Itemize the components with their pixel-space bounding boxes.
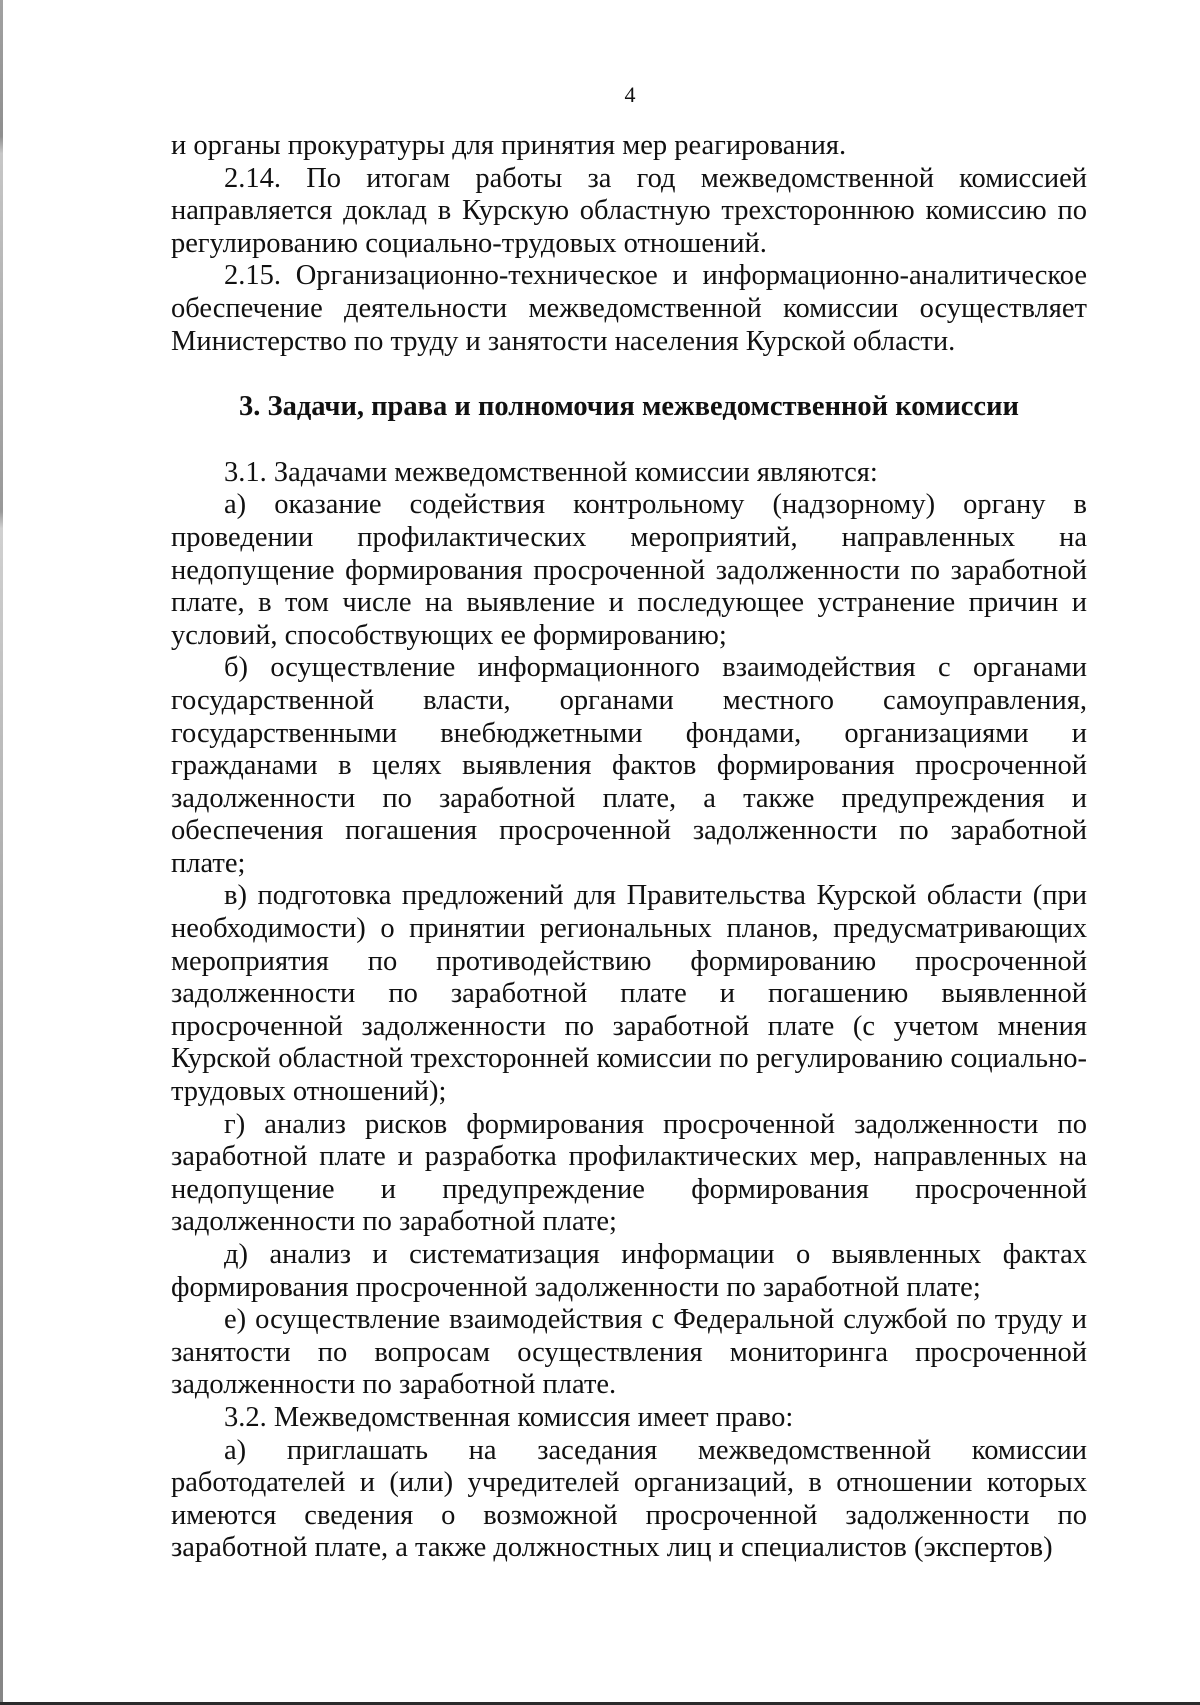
paragraph-3-1-e: е) осуществление взаимодействия с Федеральной службой по труду и занятости по вопросам осуществления мониторинга просроченной задолженности по заработной плате. — [171, 1304, 1087, 1401]
scan-edge-left — [0, 0, 3, 1705]
paragraph-3-2: 3.2. Межведомственная комиссия имеет право: — [224, 1401, 794, 1433]
section-heading: 3. Задачи, права и полномочия межведомственной комиссии — [239, 391, 1019, 423]
paragraph-2-15: 2.15. Организационно-техническое и информационно-аналитическое обеспечение деятельности межведомственной комиссии осуществляет Министерство по труду и занятости населения Курской области. — [171, 260, 1087, 357]
paragraph-3-1-d: д) анализ и систематизация информации о выявленных фактах формирования просроченной задолженности по заработной плате; — [171, 1239, 1087, 1303]
paragraph-continuation: и органы прокуратуры для принятия мер реагирования. — [171, 130, 847, 161]
page-number: 4 — [624, 82, 636, 107]
paragraph-3-1: 3.1. Задачами межведомственной комиссии являются: — [224, 456, 878, 488]
paragraph-3-1-v: в) подготовка предложений для Правительства Курской области (при необходимости) о принятии региональных планов, предусматривающих мероприятия по противодействию формированию просроченной задолженности по заработной плате и погашению выявленной просроченной задолженности по заработной плате (с учетом мнения Курской областной трехсторонней комиссии по регулированию социально-трудовых отношений); — [171, 880, 1087, 1108]
paragraph-3-1-g: г) анализ рисков формирования просроченной задолженности по заработной плате и разработка профилактических мер, направленных на недопущение и предупреждение формирования просроченной задолженности по заработной плате; — [171, 1108, 1087, 1238]
paragraph-2-14: 2.14. По итогам работы за год межведомственной комиссией направляется доклад в Курскую областную трехстороннюю комиссию по регулированию социально-трудовых отношений. — [171, 162, 1087, 259]
paragraph-3-2-a: а) приглашать на заседания межведомственной комиссии работодателей и (или) учредителей организаций, в отношении которых имеются сведения о возможной просроченной задолженности по заработной плате, а также должностных лиц и специалистов (экспертов) — [171, 1434, 1087, 1564]
document-body — [171, 130, 1087, 1565]
paragraph-3-1-a: а) оказание содействия контрольному (надзорному) органу в проведении профилактических мероприятий, направленных на недопущение формирования просроченной задолженности по заработной плате, в том числе на выявление и последующее устранение причин и условий, способствующих ее формированию; — [171, 489, 1087, 651]
paragraph-3-1-b: б) осуществление информационного взаимодействия с органами государственной власти, органами местного самоуправления, государственными внебюджетными фондами, организациями и гражданами в целях выявления фактов формирования просроченной задолженности по заработной плате, а также предупреждения и обеспечения погашения просроченной задолженности по заработной плате; — [171, 652, 1087, 879]
